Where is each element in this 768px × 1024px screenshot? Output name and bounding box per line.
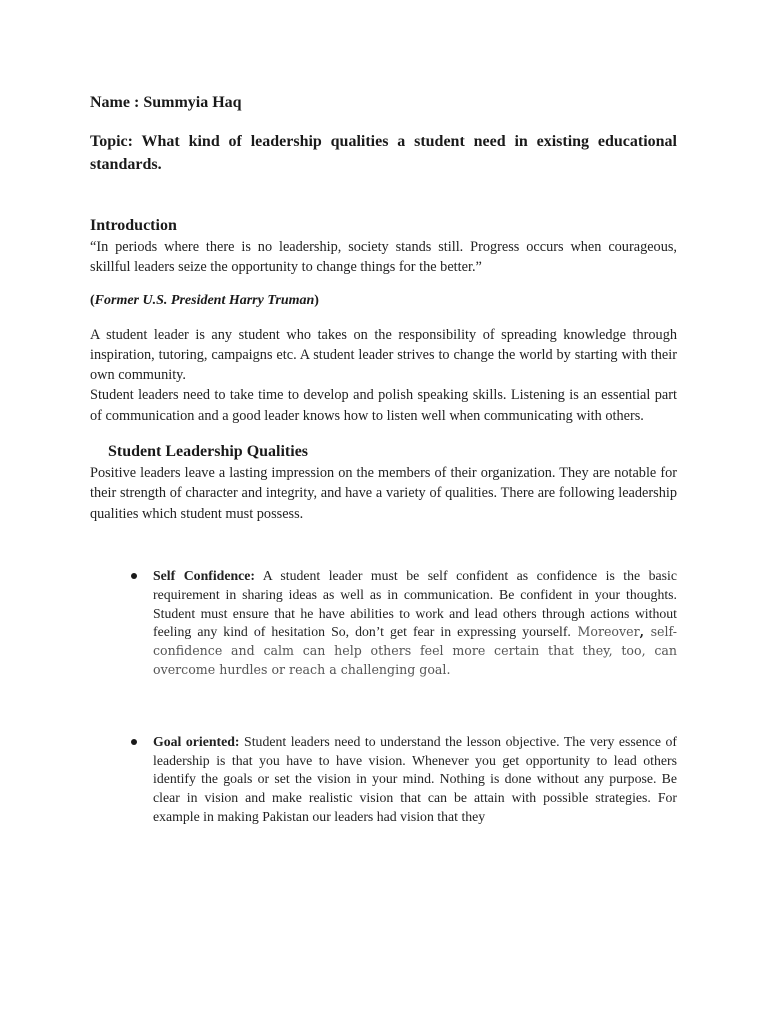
topic-label: Topic: [90, 133, 133, 150]
extra-lead: Moreover [570, 624, 640, 640]
bullet-icon [131, 739, 137, 745]
quality-term: Goal oriented: [153, 733, 240, 749]
qualities-intro: Positive leaders leave a lasting impression on the members of their organization. They are notable for their strength of character and integrity, and have a variety of qualities. There are following leadership qualities which student must possess. [90, 465, 677, 522]
list-item-text [153, 733, 677, 827]
intro-paragraph-2: Student leaders need to take time to develop and polish speaking skills. Listening is an essential part of communication and a good leader knows how to listen well when communicating with others. [90, 387, 677, 424]
document-page [90, 92, 677, 827]
list-item-text [153, 567, 677, 680]
name-label: Name : [90, 94, 140, 111]
quote-attribution [90, 291, 677, 311]
attribution-close: ) [314, 292, 319, 308]
extra-comma: , [639, 624, 644, 640]
attribution-author: Former U.S. President Harry Truman [94, 292, 315, 308]
intro-quote: “In periods where there is no leadership, society stands still. Progress occurs when courageous, skillful leaders seize the opportunity to change things for the better.” [90, 239, 677, 276]
author-line [90, 92, 677, 114]
attribution-open: ( [90, 292, 95, 308]
topic-text: What kind of leadership qualities a student need in existing educational standards. [90, 133, 677, 173]
list-item-self-confidence [90, 567, 677, 680]
extra-rest: self-confidence and calm can help others feel more certain that they, too, can overcome hurdles or reach a challenging goal. [153, 624, 678, 677]
quality-term: Self Confidence: [153, 567, 255, 583]
quality-description: A student leader must be self confident as confidence is the basic requirement in sharing ideas as well as in communication. Be confident in your thoughts. Student must ensure that he have abilities to work and lead others through actions without feeling any kind of hesitation So, don’t get fear in expressing yourself. [153, 567, 677, 640]
list-item-goal-oriented [90, 733, 677, 827]
author-name: Summyia Haq [143, 94, 242, 111]
topic-line [90, 130, 677, 176]
qualities-list [90, 567, 677, 827]
bullet-icon [131, 573, 137, 579]
intro-paragraph-1: A student leader is any student who takes on the responsibility of spreading knowledge through inspiration, tutoring, campaigns etc. A student leader strives to change the world by starting with their own community. [90, 326, 677, 384]
introduction-heading: Introduction [90, 217, 177, 234]
qualities-heading: Student Leadership Qualities [108, 443, 309, 461]
quality-description: Student leaders need to understand the lesson objective. The very essence of leadership is that you have to have vision. Whenever you get opportunity to lead others identify the goals or set the vision in your mind. Nothing is done without any purpose. Be clear in vision and make realistic vision that can be attain with possible strategies. For example in making Pakistan our leaders had vision that they [153, 733, 677, 824]
